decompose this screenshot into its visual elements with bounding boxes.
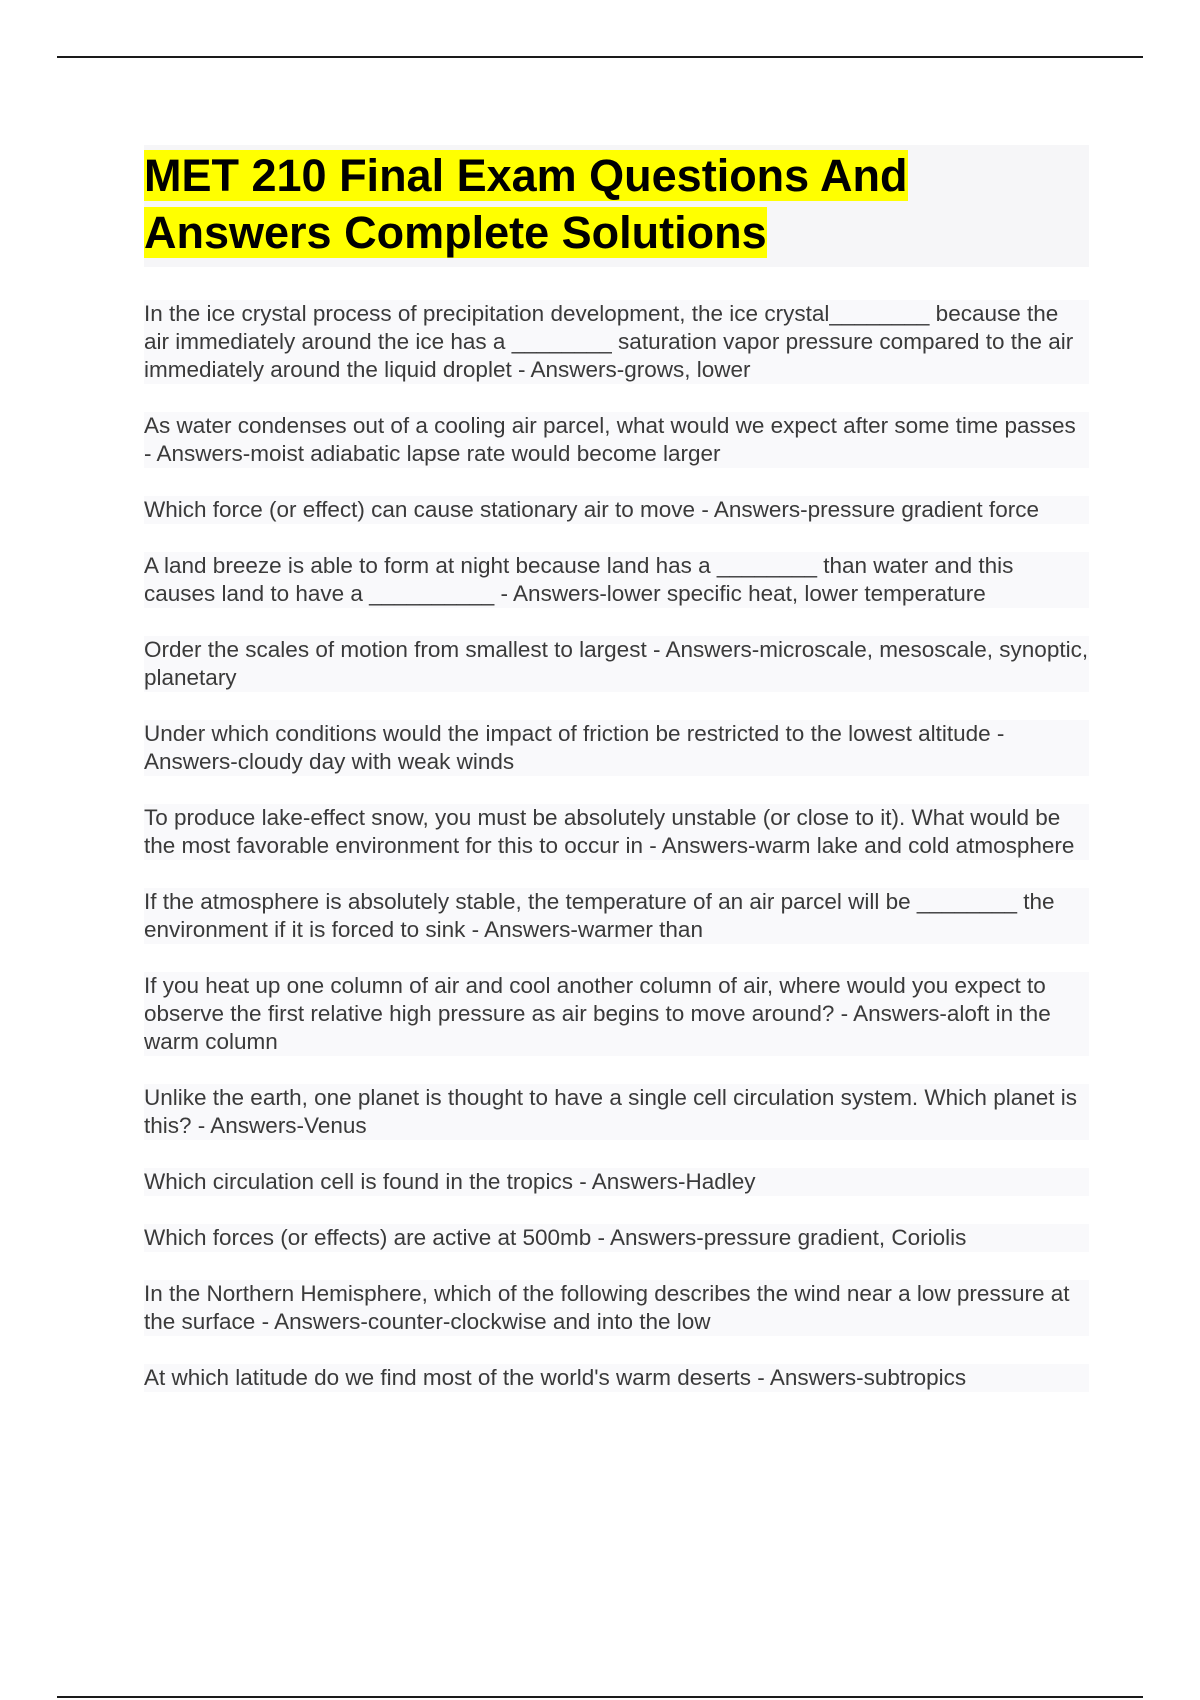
- page-title: [144, 147, 1089, 261]
- top-rule: [57, 56, 1143, 58]
- qa-item: As water condenses out of a cooling air parcel, what would we expect after some time passes - Answers-moist adiabatic lapse rate would become larger: [144, 412, 1089, 468]
- qa-item: Under which conditions would the impact of friction be restricted to the lowest altitude - Answers-cloudy day with weak winds: [144, 720, 1089, 776]
- qa-item: In the ice crystal process of precipitation development, the ice crystal________ because the air immediately around the ice has a ________ saturation vapor pressure compared to the air immediately around the liquid droplet - Answers-grows, lower: [144, 300, 1089, 384]
- qa-item: Unlike the earth, one planet is thought to have a single cell circulation system. Which planet is this? - Answers-Venus: [144, 1084, 1089, 1140]
- qa-item: A land breeze is able to form at night because land has a ________ than water and this causes land to have a __________ - Answers-lower specific heat, lower temperature: [144, 552, 1089, 608]
- qa-item: Which circulation cell is found in the tropics - Answers-Hadley: [144, 1168, 1089, 1196]
- qa-item: At which latitude do we find most of the world's warm deserts - Answers-subtropics: [144, 1364, 1089, 1392]
- qa-item: To produce lake-effect snow, you must be absolutely unstable (or close to it). What would be the most favorable environment for this to occur in - Answers-warm lake and cold atmosphere: [144, 804, 1089, 860]
- title-line-1: MET 210 Final Exam Questions And: [144, 150, 908, 201]
- qa-item: Order the scales of motion from smallest to largest - Answers-microscale, mesoscale, synoptic, planetary: [144, 637, 1089, 690]
- qa-list: [144, 300, 1089, 1420]
- qa-item: In the Northern Hemisphere, which of the following describes the wind near a low pressure at the surface - Answers-counter-clockwise and into the low: [144, 1280, 1089, 1336]
- title-block: [144, 145, 1089, 267]
- qa-item: If the atmosphere is absolutely stable, the temperature of an air parcel will be ________ the environment if it is forced to sink - Answers-warmer than: [144, 888, 1089, 944]
- qa-item: Which force (or effect) can cause stationary air to move - Answers-pressure gradient force: [144, 496, 1089, 524]
- bottom-rule: [57, 1696, 1143, 1698]
- qa-item: If you heat up one column of air and cool another column of air, where would you expect to observe the first relative high pressure as air begins to move around? - Answers-aloft in the warm column: [144, 972, 1089, 1056]
- title-line-2: Answers Complete Solutions: [144, 207, 767, 258]
- qa-item: Which forces (or effects) are active at 500mb - Answers-pressure gradient, Coriolis: [144, 1224, 1089, 1252]
